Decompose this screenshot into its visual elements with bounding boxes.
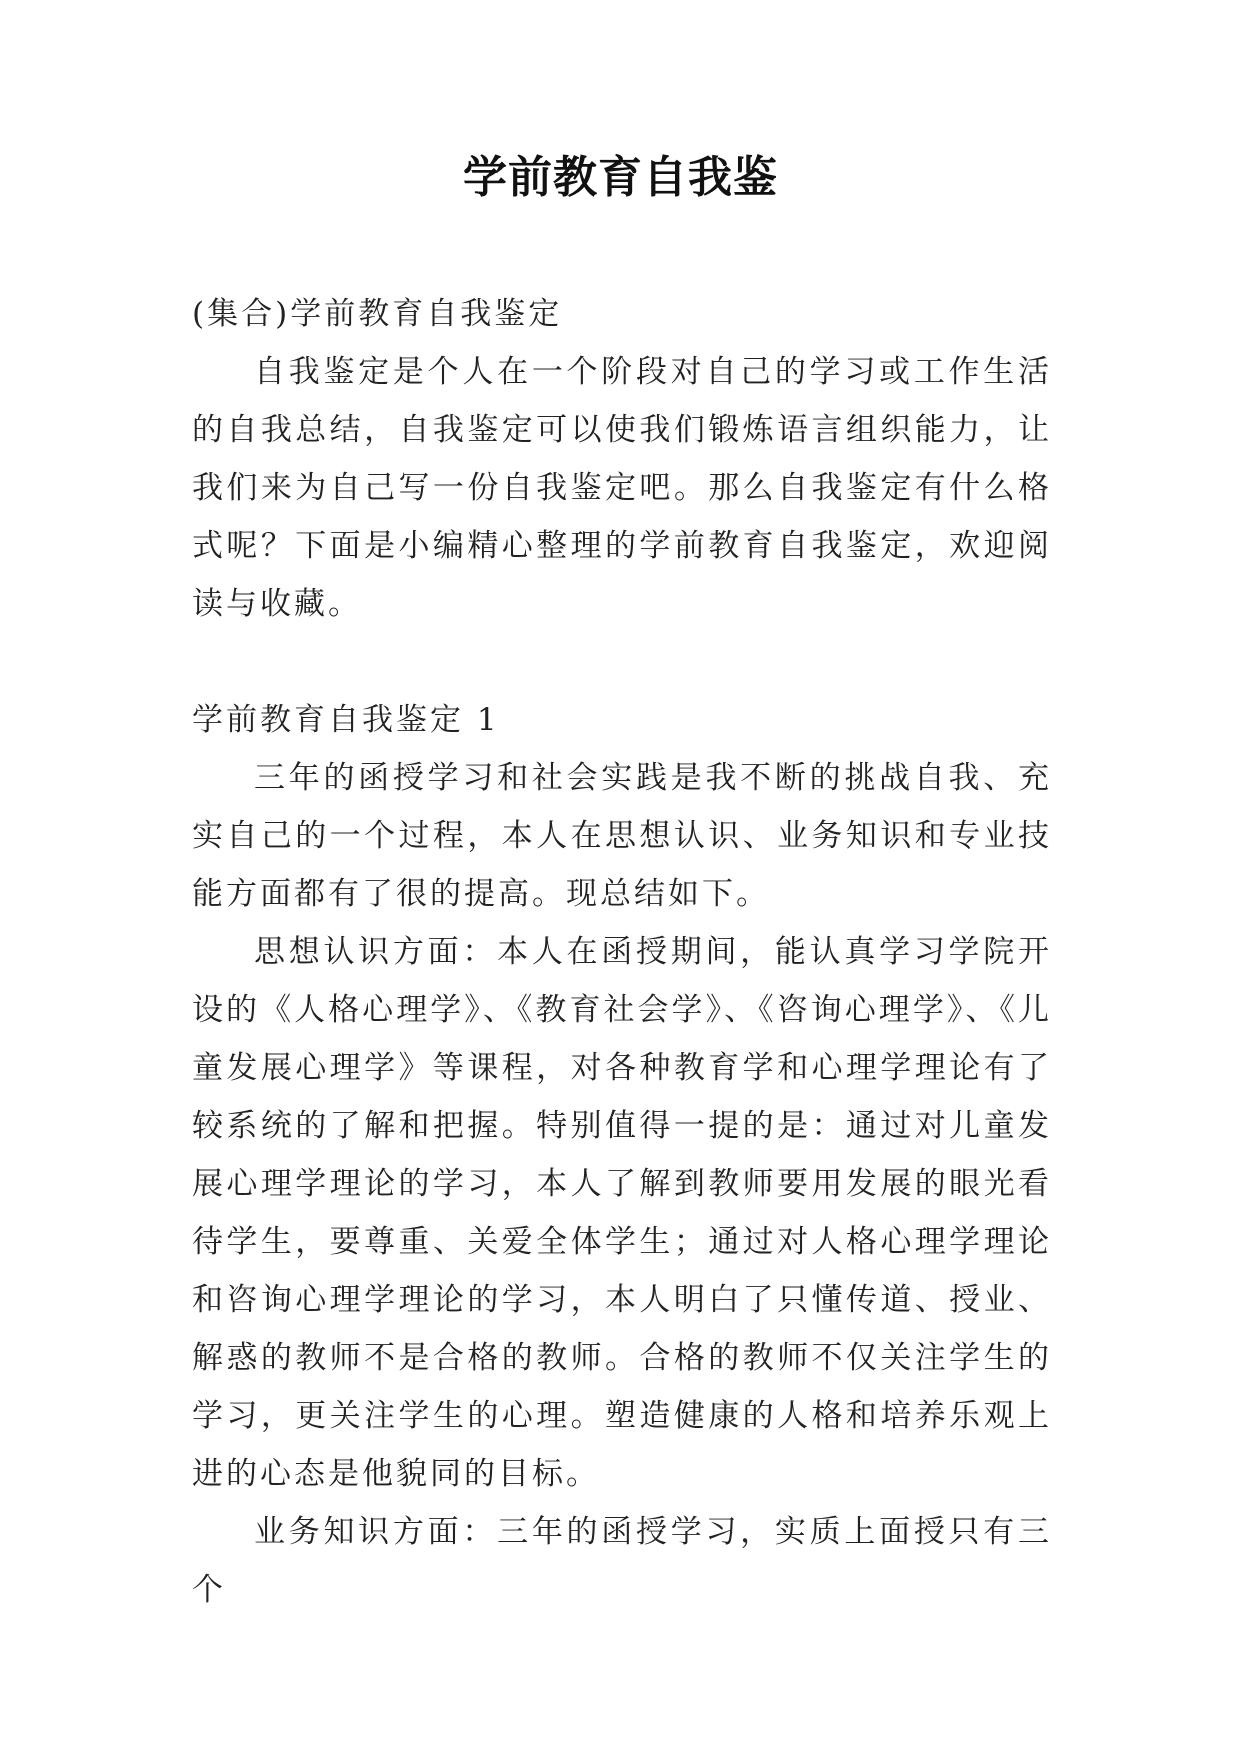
intro-paragraph: 自我鉴定是个人在一个阶段对自己的学习或工作生活的自我总结，自我鉴定可以使我们锻炼语言组织能力，让我们来为自己写一份自我鉴定吧。那么自我鉴定有什么格式呢？下面是小编精心整理的学前教育自我鉴定，欢迎阅读与收藏。 [192,354,1052,622]
body-paragraph: 思想认识方面：本人在函授期间，能认真学习学院开设的《人格心理学》、《教育社会学》、《咨询心理学》、《儿童发展心理学》等课程，对各种教育学和心理学理论有了较系统的了解和把握。特别值得一提的是：通过对儿童发展心理学理论的学习，本人了解到教师要用发展的眼光看待学生，要尊重、关爱全体学生；通过对人格心理学理论和咨询心理学理论的学习，本人明白了只懂传道、授业、解惑的教师不是合格的教师。合格的教师不仅关注学生的学习，更关注学生的心理。塑造健康的人格和培养乐观上进的心态是他貌同的目标。 [192,934,1052,1492]
document-subtitle: (集合)学前教育自我鉴定 [192,296,563,332]
body-paragraph: 业务知识方面：三年的函授学习，实质上面授只有三个 [192,1514,1052,1608]
section-spacer [192,633,1052,691]
document-title: 学前教育自我鉴 [463,152,778,203]
section-heading: 学前教育自我鉴定 1 [192,702,500,738]
document-body [192,285,1052,1619]
body-paragraph: 三年的函授学习和社会实践是我不断的挑战自我、充实自己的一个过程，本人在思想认识、业务知识和专业技能方面都有了很的提高。现总结如下。 [192,760,1052,912]
